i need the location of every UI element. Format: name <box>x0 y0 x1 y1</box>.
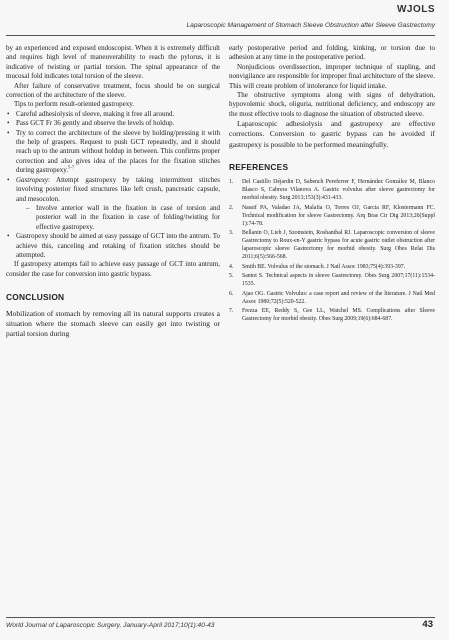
section-heading-references: REFERENCES <box>229 161 289 172</box>
footer-citation: World Journal of Laparoscopic Surgery, January-April 2017;10(1):40-43 <box>6 622 215 629</box>
references-list <box>229 178 435 323</box>
paragraph: by an experienced and exposed endoscopist. When it is extremely difficult and requires high level of maneuverability to reach the pylorus, it is indicative of twisting or partial torsion. The spinal appearance of the mucosal fold indicates total torsion of the sleeve. <box>6 44 220 81</box>
reference-item: 2. Nassif PA, Valadao JA, Malafia O, Torres OJ, Garcia RF, Klostermann FC. Technical modification for sleeve Gastrectomy. Arq Bras Cir Dig 2013;26(Suppl 1):74-78. <box>229 204 435 227</box>
citation-superscript: 5-7 <box>68 164 75 170</box>
right-column <box>229 44 435 325</box>
left-column <box>6 44 220 339</box>
list-item: • Gastropexy: Attempt gastropexy by taking intermittent stitches involving posterior fixed structures like left crush, pancreatic capsule, and mesocolon. – Involve anterior wall in the fixation in case of torsion and posterior wall in the fixation in case of folding/twisting for effective gastropexy. <box>6 176 220 232</box>
page-number: 43 <box>422 619 433 630</box>
conclusion-paragraph: Mobilization of stomach by removing all its natural supports creates a situation where the stomach sleeve can easily get into twisting or partial torsion during <box>6 308 220 338</box>
list-item: • Pass GCT Fr 36 gently and observe the levels of holdup. <box>6 119 220 128</box>
reference-item: 3. Bellanin O, Lieb J, Szomstein, Roshanthal RJ. Laparoscopic conversion of sleeve Gastrectomy to Roux-en-Y gastric bypass for acute gastric outlet obstruction after laparoscopic sleeve Gastrectomy for morbid obesity. Surg Obes Relat Dis 2011;6(5):566-568. <box>229 230 435 261</box>
section-heading-conclusion: CONCLUSION <box>6 292 65 303</box>
list-item: • Try to correct the architecture of the sleeve by holding/pressing it with the help of graspers. Request to push GCT repeatedly, and it should reach up to the antrum without holdup in between. This confirms proper correction and also gives idea of the places for the fixation stitches during gastropexy.$^{5-7}$ <box>6 129 220 176</box>
paragraph: After failure of conservative treatment, focus should be on surgical correction of the architecture of the sleeve. <box>6 81 220 100</box>
footer-rule <box>6 617 435 618</box>
paragraph: The obstructive symptoms along with signs of dehydration, hypovolemic shock, oliguria, nutritional deficiency, and endoscopy are the most effective tools to diagnose the situation of obstructed sleeve. <box>229 91 435 118</box>
reference-item: 6. Ajao OG. Gastric Volvulus: a case report and review of the literature. J Natl Med Assoc 1980;72(5):520-522. <box>229 290 435 305</box>
paragraph: Laparoscopic adhesiolysis and gastropexy are effective corrections. Conversion to gastric bypass can be avoided if gastropexy is possible to be performed meaningfully. <box>229 119 435 149</box>
header-rule <box>6 35 435 36</box>
tips-list <box>6 110 220 261</box>
reference-item: 5. Santot S. Technical aspects in sleeve Gastrectomy. Obes Surg 2007;17(11):1534-1535. <box>229 273 435 288</box>
sub-list-item: – Involve anterior wall in the fixation in case of torsion and posterior wall in the fixation in case of folding/twisting for effective gastropexy. <box>16 204 220 232</box>
paragraph: Tips to perform result-oriented gastropexy. <box>14 100 135 109</box>
sub-list <box>16 204 220 232</box>
reference-item: 7. Frezza EE, Reddy S, Gee LL, Watchel MS. Complications after Sleeve Gastrectomy for morbid obesity. Obes Surg 2009;19(6):684-687. <box>229 308 435 323</box>
reference-item: 1. Del Castillo Déjardin D, Sabench Pereferrer F, Hernández González M, Blanco Blasco S, Cabrera Vilanova A. Gastric volvulus after sleeve gastrectomy for morbid obesity. Surg 2013;153(3):431-433. <box>229 179 435 202</box>
list-item: • Careful adhesiolysis of sleeve, making it free all around. <box>6 110 220 119</box>
reference-item: 4. Smith BE. Volvulus of the stomach. J Natl Assoc 1983;75(4):393-397. <box>229 263 406 270</box>
paragraph: If gastropexy attempts fail to achieve easy passage of GCT into antrum, consider the case for conversion into gastric bypass. <box>6 260 220 278</box>
paragraph: early postoperative period and folding, kinking, or torsion due to adhesion at any time in the postoperative period. <box>229 44 435 62</box>
paragraph: Nonjudicious overdissection, improper technique of stapling, and nonvigilance are responsible for improper final architecture of the sleeve. This will create problem of intolerance for liquid intake. <box>229 62 435 90</box>
list-item: • Gastropexy should be aimed at easy passage of GCT into the antrum. To achieve this, canceling and retaking of fixation stitches should be attempted. <box>6 232 220 260</box>
journal-brand: WJOLS <box>396 4 435 15</box>
running-title: Laparoscopic Management of Stomach Sleeve Obstruction after Sleeve Gastrectomy <box>186 22 435 29</box>
term-italic: Gastropexy <box>16 175 49 184</box>
